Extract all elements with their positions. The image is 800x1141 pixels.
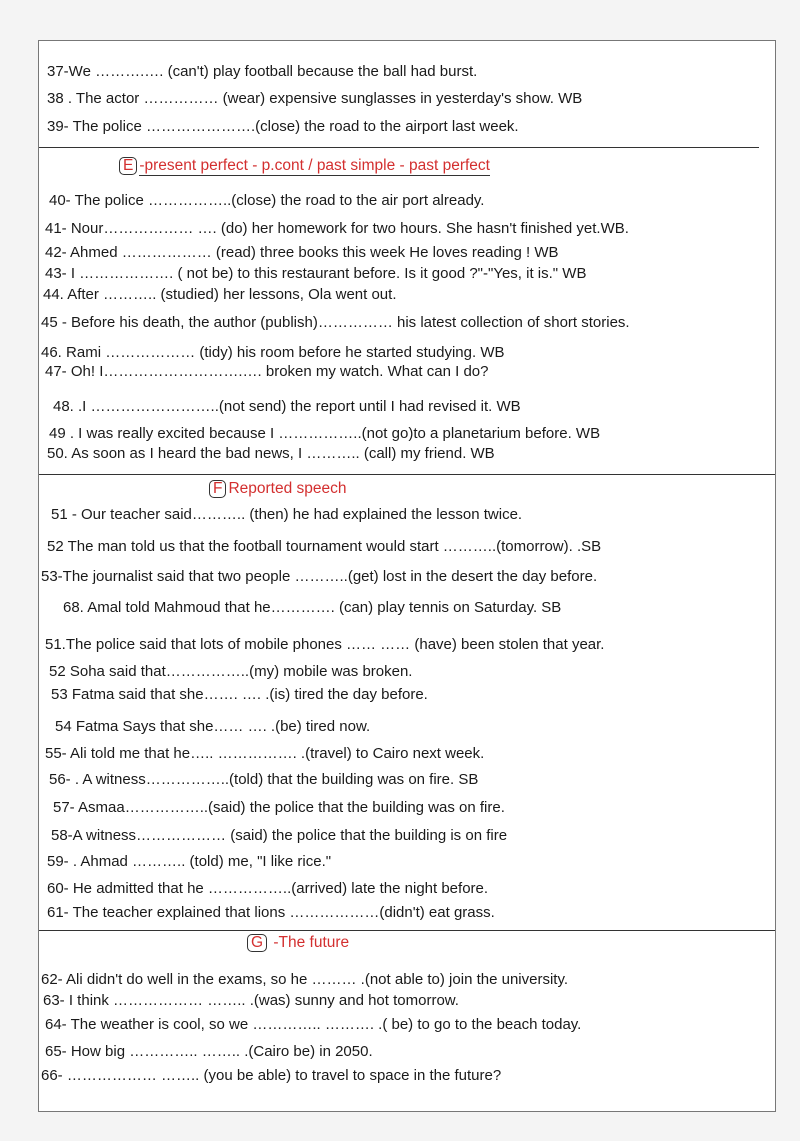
question-58: 58-A witness……………… (said) the police that the building is on fire bbox=[51, 827, 508, 844]
question-61: 61- The teacher explained that lions ………………(didn't) eat grass. bbox=[47, 904, 495, 921]
question-68: 68. Amal told Mahmoud that he…………. (can) play tennis on Saturday. SB bbox=[63, 599, 562, 616]
question-42: 42- Ahmed ……………… (read) three books this week He loves reading ! WB bbox=[45, 244, 559, 261]
question-44: 44. After ……….. (studied) her lessons, Ola went out. bbox=[43, 286, 397, 303]
question-46: 46. Rami ……………… (tidy) his room before he started studying. WB bbox=[41, 344, 505, 361]
question-41: 41- Nour……………… …. (do) her homework for two hours. She hasn't finished yet.WB. bbox=[45, 220, 629, 237]
section-e-title: -present perfect - p.cont / past simple - past perfect bbox=[139, 157, 490, 174]
question-38: 38 . The actor …………… (wear) expensive sunglasses in yesterday's show. WB bbox=[47, 90, 583, 107]
question-51a: 51 - Our teacher said……….. (then) he had explained the lesson twice. bbox=[51, 506, 523, 523]
question-59: 59- . Ahmad ……….. (told) me, "I like rice." bbox=[47, 853, 332, 870]
section-f-heading bbox=[209, 479, 347, 499]
question-56: 56- . A witness……………..(told) that the building was on fire. SB bbox=[49, 771, 479, 788]
section-g-title: -The future bbox=[269, 934, 350, 951]
question-64: 64- The weather is cool, so we ………….. ………. .( be) to go to the beach today. bbox=[45, 1016, 582, 1033]
section-f-letter: F bbox=[209, 480, 226, 498]
question-52a: 52 The man told us that the football tournament would start ………..(tomorrow). .SB bbox=[47, 538, 602, 555]
question-66: 66- ……………… …….. (you be able) to travel to space in the future? bbox=[41, 1067, 502, 1084]
section-f-title: Reported speech bbox=[228, 480, 347, 497]
question-62: 62- Ali didn't do well in the exams, so he ……… .(not able to) join the university. bbox=[41, 971, 569, 988]
question-60: 60- He admitted that he ……………..(arrived) late the night before. bbox=[47, 880, 489, 897]
section-g-letter: G bbox=[247, 934, 267, 952]
section-divider bbox=[39, 147, 759, 148]
question-57: 57- Asmaa……………..(said) the police that the building was on fire. bbox=[53, 799, 505, 816]
section-divider bbox=[39, 474, 775, 475]
question-40: 40- The police ……………..(close) the road to the air port already. bbox=[49, 192, 485, 209]
question-45: 45 - Before his death, the author (publish)…………… his latest collection of short stories. bbox=[41, 314, 630, 331]
question-63: 63- I think ……………… …….. .(was) sunny and hot tomorrow. bbox=[43, 992, 459, 1009]
question-48: 48. .I ……………………..(not send) the report until I had revised it. WB bbox=[53, 398, 521, 415]
question-39: 39- The police ………………….(close) the road to the airport last week. bbox=[47, 118, 519, 135]
section-divider bbox=[39, 930, 775, 931]
question-53b: 53 Fatma said that she……. …. .(is) tired the day before. bbox=[51, 686, 428, 703]
question-37: 37-We ……….…. (can't) play football because the ball had burst. bbox=[47, 63, 478, 80]
question-53a: 53-The journalist said that two people ………..(get) lost in the desert the day before. bbox=[41, 568, 598, 585]
question-54: 54 Fatma Says that she…… …. .(be) tired now. bbox=[55, 718, 371, 735]
question-51b: 51.The police said that lots of mobile phones …… …… (have) been stolen that year. bbox=[45, 636, 605, 653]
question-50: 50. As soon as I heard the bad news, I ……….. (call) my friend. WB bbox=[47, 445, 495, 462]
question-47: 47- Oh! I……………………….…. broken my watch. What can I do? bbox=[45, 363, 489, 380]
section-g-heading bbox=[247, 933, 349, 953]
question-49: 49 . I was really excited because I ……………..(not go)to a planetarium before. WB bbox=[49, 425, 601, 442]
question-55: 55- Ali told me that he….. ……………. .(travel) to Cairo next week. bbox=[45, 745, 485, 762]
section-e-heading bbox=[119, 156, 490, 176]
question-65: 65- How big ………….. …….. .(Cairo be) in 2050. bbox=[45, 1043, 373, 1060]
worksheet-page bbox=[38, 40, 776, 1112]
question-52b: 52 Soha said that……………..(my) mobile was broken. bbox=[49, 663, 413, 680]
section-e-letter: E bbox=[119, 157, 137, 175]
question-43: 43- I ………………. ( not be) to this restaurant before. Is it good ?"-"Yes, it is." WB bbox=[45, 265, 587, 282]
